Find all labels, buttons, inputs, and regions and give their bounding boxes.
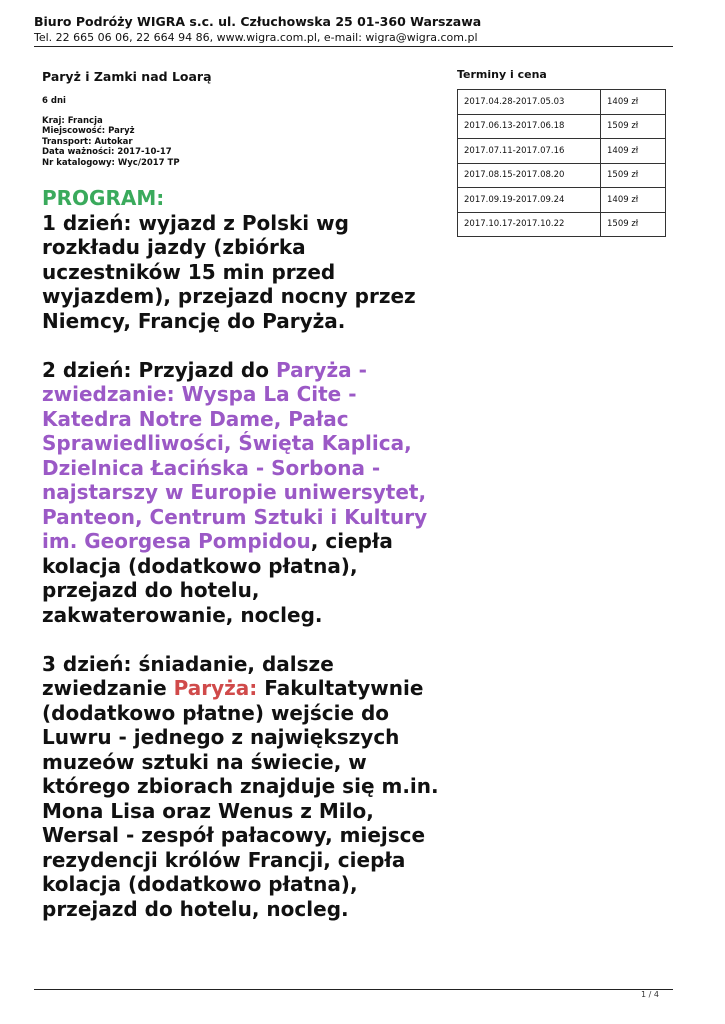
header-divider: [34, 46, 673, 47]
program-heading: PROGRAM:: [42, 186, 165, 210]
page-header: [34, 14, 694, 45]
trip-country: Kraj: Francja: [42, 115, 103, 126]
trip-days: 6 dni: [42, 96, 66, 106]
date-cell: 2017.09.19-2017.09.24: [458, 188, 601, 213]
day-3-paris-highlight: Paryża:: [173, 676, 258, 700]
price-cell: 1409 zł: [601, 139, 666, 164]
table-row: [458, 114, 666, 139]
day-3-rest: Fakultatywnie (dodatkowo płatne) wejście do Luwru - jednego z największych muzeów sztuki na świecie, w którego zbiorach znajduje się m.in. Mona Lisa oraz Wenus z Milo, Wersal - zespół pałacowy, miejsce rezydencji królów Francji, ciepła kolacja (dodatkowo płatna), przejazd do hotelu, nocleg.: [42, 676, 439, 921]
price-cell: 1509 zł: [601, 212, 666, 237]
page-number: 1 / 4: [641, 990, 659, 999]
company-contact: Tel. 22 665 06 06, 22 664 94 86, www.wigra.com.pl, e-mail: wigra@wigra.com.pl: [34, 31, 478, 44]
price-cell: 1509 zł: [601, 163, 666, 188]
prices-table: [457, 89, 666, 237]
day-2-intro: 2 dzień: Przyjazd do: [42, 357, 276, 382]
program-day-1: [42, 211, 442, 334]
trip-title: Paryż i Zamki nad Loarą: [42, 69, 212, 84]
day-2-sights-link[interactable]: Paryża - zwiedzanie: Wyspa La Cite - Katedra Notre Dame, Pałac Sprawiedliwości, Święta Kaplica, Dzielnica Łacińska - Sorbona - najstarszy w Europie uniwersytet, Panteon, Centrum Sztuki i Kultury im. Georgesa Pompidou: [42, 357, 428, 553]
price-cell: 1409 zł: [601, 90, 666, 115]
trip-place: Miejscowość: Paryż: [42, 126, 135, 136]
date-cell: 2017.07.11-2017.07.16: [458, 139, 601, 164]
table-row: [458, 212, 666, 237]
date-cell: 2017.08.15-2017.08.20: [458, 163, 601, 188]
date-cell: 2017.06.13-2017.06.18: [458, 114, 601, 139]
day-1-text: 1 dzień: wyjazd z Polski wg rozkładu jazdy (zbiórka uczestników 15 min przed wyjazdem), przejazd nocny przez Niemcy, Francję do Paryża.: [42, 210, 416, 333]
trip-transport: Transport: Autokar: [42, 136, 133, 147]
date-cell: 2017.04.28-2017.05.03: [458, 90, 601, 115]
program-day-2: [42, 358, 442, 628]
program-day-3: [42, 652, 442, 922]
table-row: [458, 90, 666, 115]
trip-info: [42, 69, 432, 168]
trip-catalog-number: Nr katalogowy: Wyc/2017 TP: [42, 157, 180, 168]
table-row: [458, 188, 666, 213]
trip-meta: [42, 96, 432, 168]
date-cell: 2017.10.17-2017.10.22: [458, 212, 601, 237]
price-cell: 1509 zł: [601, 114, 666, 139]
program-section: [42, 186, 442, 946]
prices-title: Terminy i cena: [457, 68, 547, 81]
day-3-intro: 3 dzień: śniadanie, dalsze zwiedzanie: [42, 651, 334, 700]
price-cell: 1409 zł: [601, 188, 666, 213]
table-row: [458, 163, 666, 188]
prices-panel: [457, 68, 667, 237]
day-2-rest: , ciepła kolacja (dodatkowo płatna), przejazd do hotelu, zakwaterowanie, nocleg.: [42, 529, 393, 627]
company-name: Biuro Podróży WIGRA s.c. ul. Człuchowska 25 01-360 Warszawa: [34, 14, 482, 29]
trip-valid-date: Data ważności: 2017-10-17: [42, 147, 172, 157]
table-row: [458, 139, 666, 164]
footer-divider: [34, 989, 673, 990]
